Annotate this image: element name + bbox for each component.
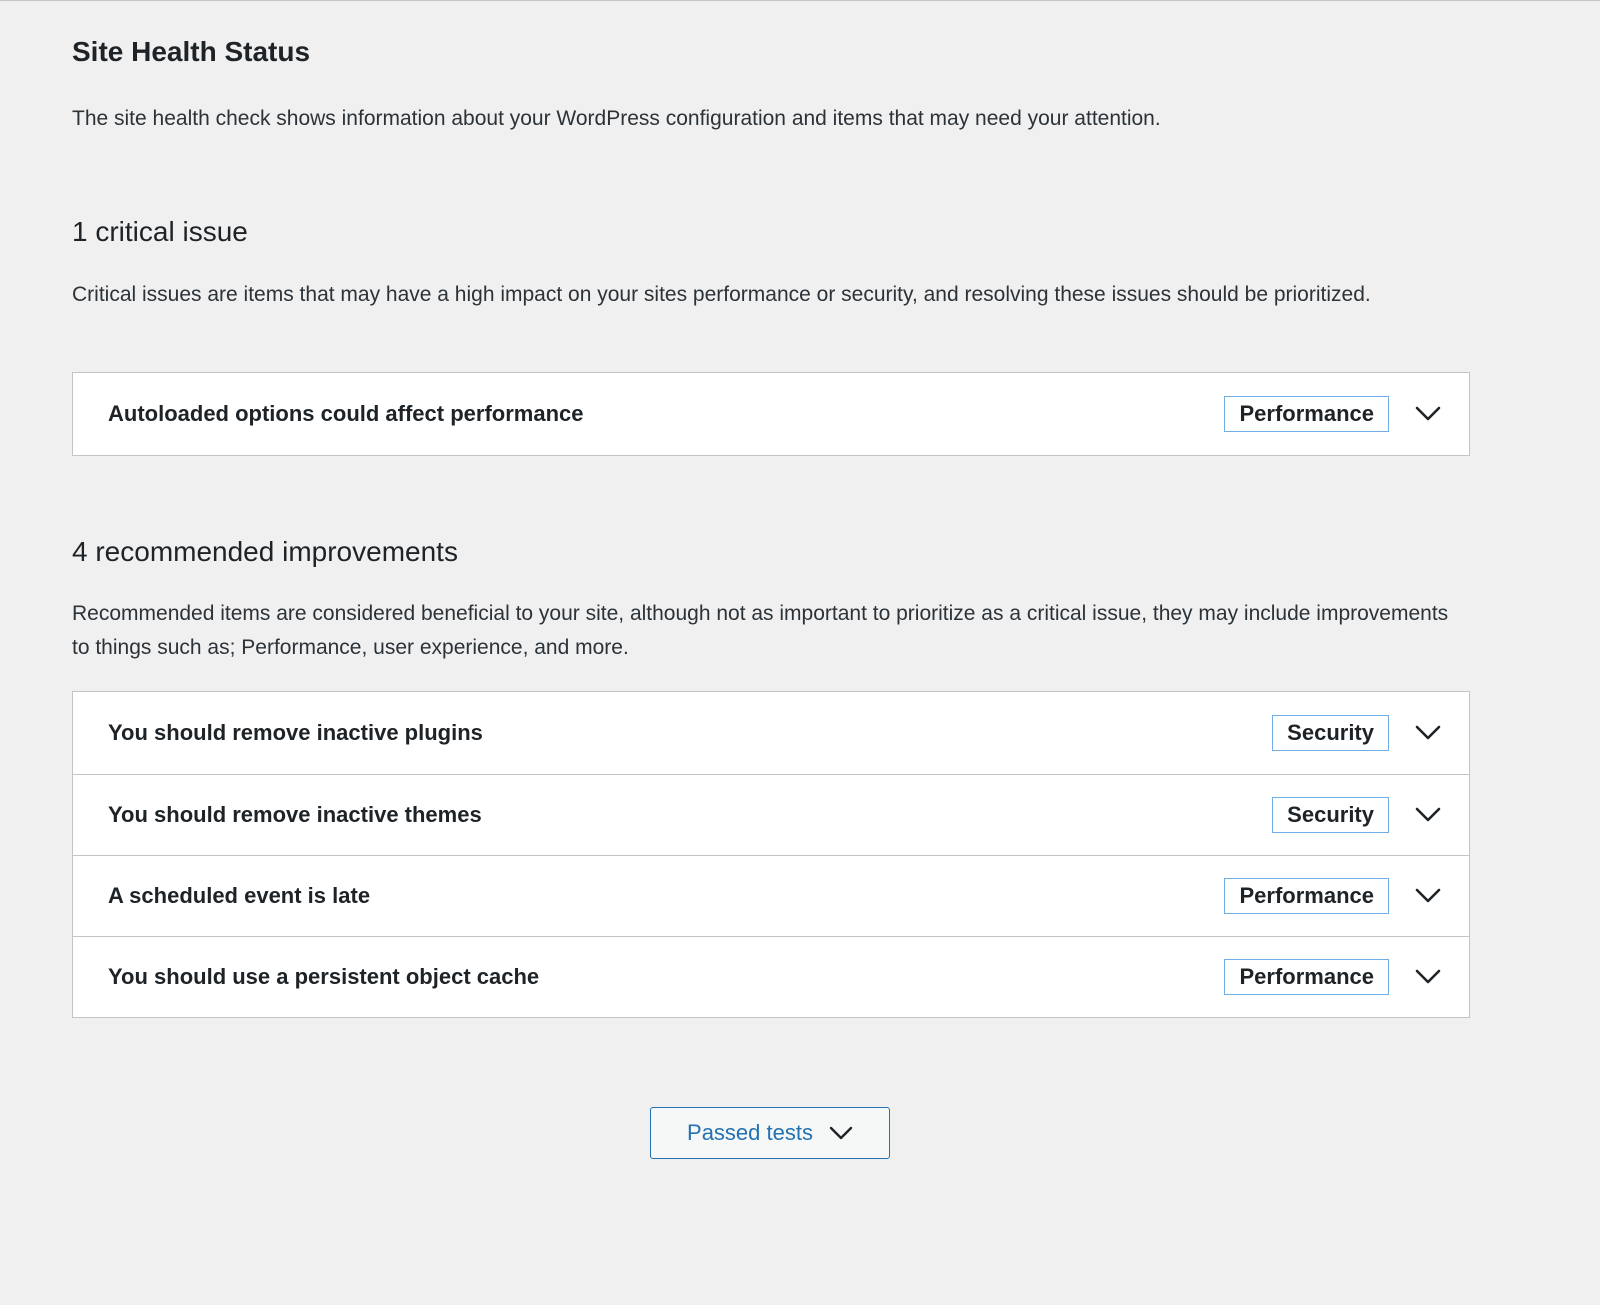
issue-title: You should use a persistent object cache — [108, 964, 540, 989]
issue-row-inactive-plugins[interactable] — [73, 692, 1469, 774]
top-divider — [0, 0, 1600, 1]
issue-title: You should remove inactive themes — [108, 802, 482, 827]
chevron-down-icon[interactable] — [1415, 725, 1441, 741]
chevron-down-icon[interactable] — [1415, 807, 1441, 823]
recommended-improvements-list — [72, 691, 1470, 1018]
chevron-down-icon[interactable] — [1415, 406, 1441, 422]
recommended-improvements-heading: 4 recommended improvements — [72, 536, 458, 567]
issue-title: A scheduled event is late — [108, 883, 371, 908]
issue-badge-security: Security — [1272, 715, 1389, 751]
chevron-down-icon[interactable] — [1415, 969, 1441, 985]
passed-tests-button[interactable] — [650, 1107, 890, 1159]
recommended-improvements-description: Recommended items are considered beneficial to your site, although not as important to prioritize as a critical issue, they may include improvements to things such as; Performance, user experience, and more. — [72, 602, 1449, 659]
chevron-down-icon — [829, 1126, 853, 1141]
issue-badge-performance: Performance — [1224, 396, 1389, 432]
issue-row-autoloaded-options[interactable] — [73, 373, 1469, 455]
issue-row-scheduled-event-late[interactable] — [73, 855, 1469, 936]
critical-issues-heading: 1 critical issue — [72, 216, 248, 247]
issue-row-persistent-object-cache[interactable] — [73, 936, 1469, 1017]
page-intro: The site health check shows information about your WordPress configuration and items that may need your attention. — [72, 107, 1161, 130]
passed-tests-label: Passed tests — [687, 1120, 813, 1145]
issue-row-inactive-themes[interactable] — [73, 774, 1469, 855]
issue-title: Autoloaded options could affect performance — [108, 401, 584, 426]
chevron-down-icon[interactable] — [1415, 888, 1441, 904]
issue-badge-performance: Performance — [1224, 878, 1389, 914]
critical-issues-description: Critical issues are items that may have a high impact on your sites performance or security, and resolving these issues should be prioritized. — [72, 283, 1371, 306]
issue-title: You should remove inactive plugins — [108, 720, 483, 745]
critical-issues-list — [72, 372, 1470, 456]
issue-badge-security: Security — [1272, 797, 1389, 833]
page-title: Site Health Status — [72, 36, 311, 67]
issue-badge-performance: Performance — [1224, 959, 1389, 995]
